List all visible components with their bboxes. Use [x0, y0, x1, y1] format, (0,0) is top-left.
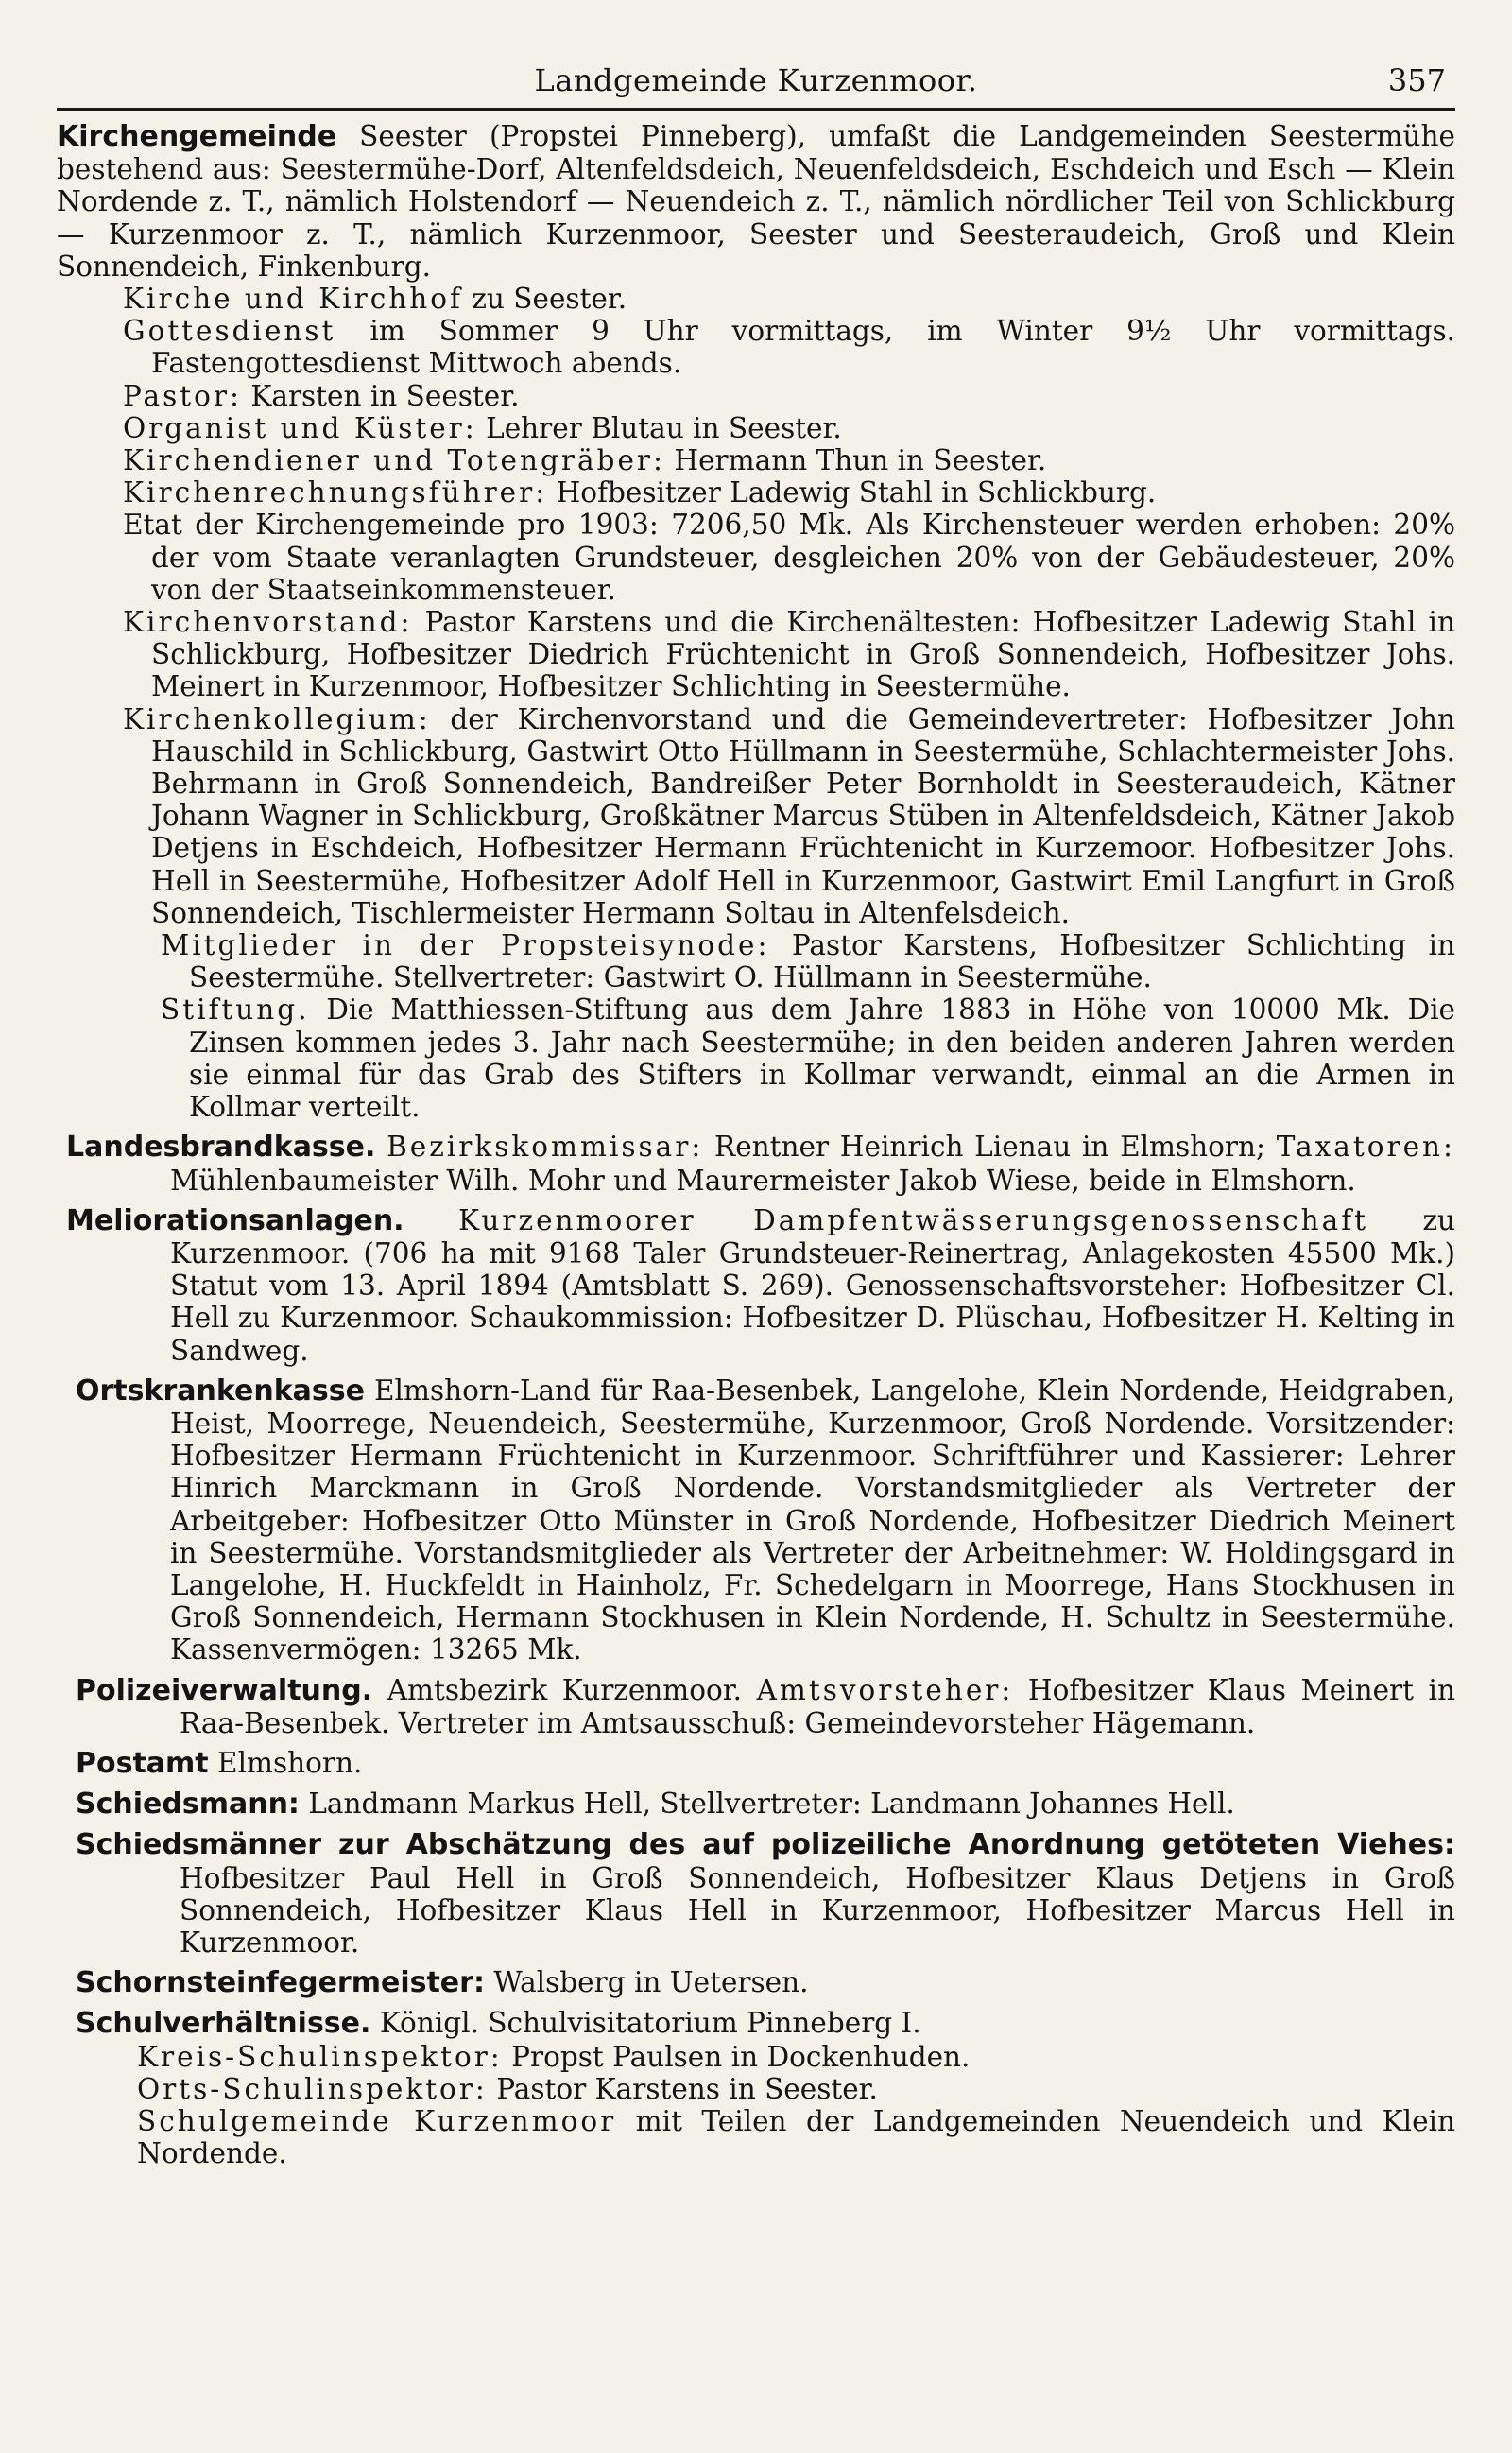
polizei-text-2: Hofbesitzer Klaus Meinert in Raa-Besenbek. Vertreter im Amtsausschuß: Gemeindevorsteher Hägemann. — [180, 1673, 1455, 1739]
postamt-heading: Postamt — [76, 1746, 209, 1780]
schulgemeinde-text: mit Teilen der Landgemeinden Neuendeich und Klein Nordende. — [137, 2104, 1455, 2170]
schulgemeinde-label: Schulgemeinde Kurzenmoor — [137, 2104, 617, 2137]
section-melioration — [57, 1204, 1455, 1367]
schiedsmann-text: Landmann Markus Hell, Stellvertreter: Landmann Johannes Hell. — [308, 1788, 1235, 1821]
kirche-label: Kirche und Kirchhof — [123, 283, 463, 316]
ortskrankenkasse-entry — [57, 1374, 1455, 1667]
schiedsmann-heading: Schiedsmann: — [76, 1788, 300, 1822]
kirchenvorstand-line — [57, 606, 1455, 703]
page-title: Landgemeinde Kurzenmoor. — [534, 62, 978, 98]
schule-entry — [57, 2007, 1455, 2040]
landesbrandkasse-heading: Landesbrandkasse. — [66, 1131, 376, 1165]
kirchenvorstand-label: Kirchenvorstand: — [123, 606, 413, 639]
rechnungsfuehrer-line — [57, 476, 1455, 509]
amtsvorsteher-label: Amtsvorsteher: — [756, 1673, 1014, 1706]
melioration-heading: Meliorationsanlagen. — [66, 1203, 404, 1237]
kreis-schulinspektor-label: Kreis-Schulinspektor: — [137, 2040, 503, 2073]
section-polizei — [57, 1674, 1455, 1739]
section-landesbrandkasse — [57, 1131, 1455, 1196]
rechnungsfuehrer-text: Hofbesitzer Ladewig Stahl in Schlickburg. — [556, 476, 1157, 510]
kirchengemeinde-heading: Kirchengemeinde — [57, 120, 337, 153]
bezirkskommissar-label: Bezirkskommissar: — [387, 1131, 704, 1164]
stiftung-label: Stiftung. — [161, 993, 310, 1027]
kirchengemeinde-text: Seester (Propstei Pinneberg), umfaßt die Landgemeinden Seestermühe bestehend aus: Seestermühe-Dorf, Altenfeldsdeich, Neuenfeldsdeich, Eschdeich und Esch — Klein Nordende z. T., nämlich Holstendorf — Neuendeich z. T., nämlich nördlicher Teil von Schlickburg — Kurzenmoor z. T., nämlich Kurzenmoor, Seester und Seesteraudeich, Groß und Klein Sonnendeich, Finkenburg. — [57, 120, 1455, 283]
stiftung-line — [57, 993, 1455, 1123]
kirchendiener-label: Kirchendiener und Totengräber: — [123, 444, 665, 477]
organist-label: Organist und Küster: — [123, 411, 477, 444]
schiedsmann-entry — [57, 1788, 1455, 1821]
schulgemeinde-line — [57, 2105, 1455, 2169]
polizei-entry — [57, 1674, 1455, 1739]
pastor-label: Pastor: — [123, 379, 242, 412]
synode-text: Pastor Karstens, Hofbesitzer Schlichting in Seestermühe. Stellvertreter: Gastwirt O. Hüllmann in Seestermühe. — [189, 929, 1455, 994]
orts-schulinspektor-text: Pastor Karstens in Seester. — [496, 2072, 878, 2105]
running-head — [57, 59, 1455, 108]
gottesdienst-line — [57, 315, 1455, 379]
synode-label: Mitglieder in der Propsteisynode: — [161, 929, 770, 962]
taxatoren-text: Mühlenbaumeister Wilh. Mohr und Maurermeister Jakob Wiese, beide in Elmshorn. — [170, 1164, 1356, 1197]
bezirkskommissar-text: Rentner Heinrich Lienau in Elmshorn; — [714, 1131, 1265, 1164]
rechnungsfuehrer-label: Kirchenrechnungsführer: — [123, 476, 548, 510]
schiedsmaenner-entry — [57, 1828, 1455, 1959]
schornstein-text: Walsberg in Uetersen. — [493, 1966, 809, 1999]
section-postamt — [57, 1747, 1455, 1780]
gottesdienst-text: im Sommer 9 Uhr vormittags, im Winter 9½ Uhr vormittags. Fastengottesdienst Mittwoch abends. — [151, 315, 1455, 380]
ortskrankenkasse-text: Elmshorn-Land für Raa-Besenbek, Langelohe, Klein Nordende, Heidgraben, Heist, Moorrege, Neuendeich, Seestermühe, Kurzenmoor, Groß Nordende. Vorsitzender: Hofbesitzer Hermann Früchtenicht in Kurzenmoor. Schriftführer und Kassierer: Lehrer Hinrich Marckmann in Groß Nordende. Vorstandsmitglieder als Vertreter der Arbeitgeber: Hofbesitzer Otto Münster in Groß Nordende, Hofbesitzer Diedrich Meinert in Seestermühe. Vorstandsmitglieder als Vertreter der Arbeitnehmer: W. Holdingsgard in Langelohe, H. Huckfeldt in Hainholz, Fr. Schedelgarn in Moorrege, Hans Stockhusen in Groß Sonnendeich, Hermann Stockhusen in Klein Nordende, H. Schultz in Seestermühe. Kassenvermögen: 13265 Mk. — [170, 1373, 1455, 1667]
gottesdienst-label: Gottesdienst — [123, 315, 336, 348]
taxatoren-label: Taxatoren: — [1276, 1131, 1455, 1164]
postamt-entry — [57, 1747, 1455, 1780]
kirchendiener-text: Hermann Thun in Seester. — [674, 444, 1047, 477]
schornstein-entry — [57, 1966, 1455, 1999]
orts-schulinspektor-label: Orts-Schulinspektor: — [137, 2072, 488, 2105]
kreis-schulinspektor-line — [57, 2041, 1455, 2073]
melioration-entry — [57, 1204, 1455, 1367]
orts-schulinspektor-line — [57, 2073, 1455, 2105]
kirchenkollegium-text: der Kirchenvorstand und die Gemeindevertreter: Hofbesitzer John Hauschild in Schlickburg, Gastwirt Otto Hüllmann in Seestermühe, Schlachtermeister Johs. Behrmann in Groß Sonnendeich, Bandreißer Peter Bornholdt in Seesteraudeich, Kätner Johann Wagner in Schlickburg, Großkätner Marcus Stüben in Altenfeldsdeich, Kätner Jakob Detjens in Eschdeich, Hofbesitzer Hermann Früchtenicht in Kurzemoor. Hofbesitzer Johs. Hell in Seestermühe, Hofbesitzer Adolf Hell in Kurzenmoor, Gastwirt Emil Langfurt in Groß Sonnendeich, Tischlermeister Hermann Soltau in Altenfelsdeich. — [151, 702, 1455, 929]
postamt-text: Elmshorn. — [217, 1746, 363, 1779]
kirchenkollegium-label: Kirchenkollegium: — [123, 702, 431, 735]
header-rule — [57, 108, 1455, 111]
etat-line — [57, 509, 1455, 606]
document-page — [57, 59, 1455, 2169]
page-number: 357 — [1387, 62, 1446, 98]
kirchendiener-line — [57, 444, 1455, 476]
schiedsmaenner-heading: Schiedsmänner zur Abschätzung des auf polizeiliche Anordnung getöteten Viehes: — [76, 1828, 1455, 1862]
schornstein-heading: Schornsteinfegermeister: — [76, 1966, 485, 2000]
melioration-text: zu Kurzenmoor. (706 ha mit 9168 Taler Grundsteuer-Reinertrag, Anlagekosten 45500 Mk.) Statut vom 13. April 1894 (Amtsblatt S. 269). Genossenschaftsvorsteher: Hofbesitzer Cl. Hell zu Kurzenmoor. Schaukommission: Hofbesitzer D. Plüschau, Hofbesitzer H. Kelting in Sandweg. — [170, 1203, 1455, 1367]
genossenschaft-name: Kurzenmoorer Dampfentwässerungsgenossenschaft — [458, 1203, 1368, 1236]
kirchenvorstand-text: Pastor Karstens und die Kirchenältesten: Hofbesitzer Ladewig Stahl in Schlickburg, Hofbesitzer Diedrich Früchtenicht in Groß Sonnendeich, Hofbesitzer Johs. Meinert in Kurzenmoor, Hofbesitzer Schlichting in Seestermühe. — [151, 606, 1455, 703]
polizei-heading: Polizeiverwaltung. — [76, 1673, 373, 1707]
organist-line — [57, 412, 1455, 444]
kirche-text: zu Seester. — [472, 283, 627, 316]
organist-text: Lehrer Blutau in Seester. — [486, 411, 842, 444]
kirche-line — [57, 283, 1455, 315]
pastor-text: Karsten in Seester. — [250, 379, 520, 412]
section-schiedsmaenner — [57, 1828, 1455, 1959]
polizei-text-1: Amtsbezirk Kurzenmoor. — [387, 1673, 743, 1706]
landesbrandkasse-entry — [57, 1131, 1455, 1196]
section-schiedsmann — [57, 1788, 1455, 1821]
section-kirchengemeinde — [57, 120, 1455, 1123]
kirchenkollegium-line — [57, 703, 1455, 929]
section-schornstein — [57, 1966, 1455, 1999]
kreis-schulinspektor-text: Propst Paulsen in Dockenhuden. — [511, 2040, 971, 2073]
synode-line — [57, 929, 1455, 993]
schule-heading: Schulverhältnisse. — [76, 2007, 371, 2041]
stiftung-text: Die Matthiessen-Stiftung aus dem Jahre 1883 in Höhe von 10000 Mk. Die Zinsen kommen jedes 3. Jahr nach Seestermühe; in den beiden anderen Jahren werden sie einmal für das Grab des Stifters in Kollmar verwandt, einmal an die Armen in Kollmar verteilt. — [189, 993, 1455, 1124]
section-schule — [57, 2007, 1455, 2169]
ortskrankenkasse-heading: Ortskrankenkasse — [76, 1373, 365, 1408]
schiedsmaenner-text: Hofbesitzer Paul Hell in Groß Sonnendeich, Hofbesitzer Klaus Detjens in Groß Sonnendeich, Hofbesitzer Klaus Hell in Kurzenmoor, Hofbesitzer Marcus Hell in Kurzenmoor. — [180, 1861, 1455, 1959]
pastor-line — [57, 380, 1455, 412]
etat-text: Etat der Kirchengemeinde pro 1903: 7206,50 Mk. Als Kirchensteuer werden erhoben: 20% der vom Staate veranlagten Grundsteuer, desgleichen 20% von der Gebäudesteuer, 20% von der Staatseinkommensteuer. — [123, 509, 1455, 606]
section-ortskrankenkasse — [57, 1374, 1455, 1667]
kirchengemeinde-intro — [57, 120, 1455, 283]
schule-text: Königl. Schulvisitatorium Pinneberg I. — [379, 2007, 921, 2040]
